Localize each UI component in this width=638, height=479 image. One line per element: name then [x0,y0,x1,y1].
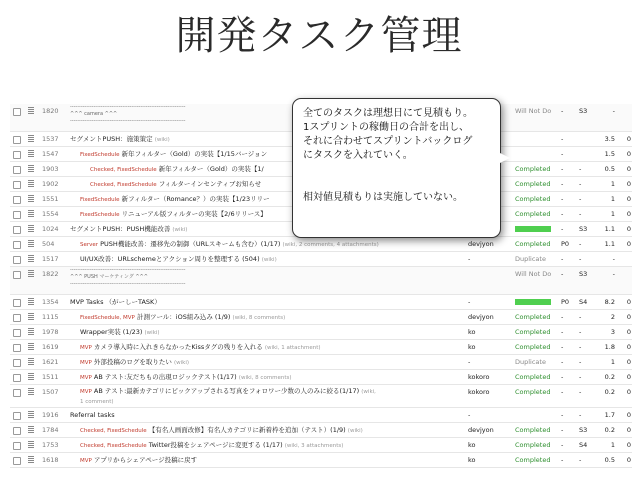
task-status[interactable]: Completed [515,441,551,449]
task-sprint [579,147,595,161]
task-sprint: - [579,255,582,263]
task-status[interactable] [515,222,565,236]
task-id[interactable]: 1115 [42,313,59,321]
task-estimate: 0.5 [604,165,615,173]
task-tags[interactable]: Server [80,242,99,248]
drag-handle-icon[interactable] [28,107,34,114]
task-id[interactable]: 1354 [42,298,59,306]
row-checkbox[interactable] [13,359,21,367]
task-actual: 0 [626,441,631,449]
task-id[interactable]: 1753 [42,441,59,449]
section-separator-row[interactable] [10,267,632,295]
callout-line: 1スプリントの稼働日の合計を出し、 [303,122,469,133]
task-sprint: - [579,165,582,173]
task-actual: 0 [626,328,631,336]
task-id[interactable]: 1618 [42,456,59,464]
task-meta: (wiki) [261,257,277,263]
task-status[interactable] [515,147,565,161]
task-subject-link[interactable]: 新年フィルター（Gold）の実装【1/15バージョン [121,150,268,158]
row-checkbox[interactable] [13,299,21,307]
drag-handle-icon[interactable] [28,328,34,335]
drag-handle-icon[interactable] [28,180,34,187]
row-checkbox[interactable] [13,151,21,159]
task-actual: 0 [626,426,631,434]
drag-handle-icon[interactable] [28,313,34,320]
task-estimate: 1.8 [604,343,615,351]
task-actual: 0 [626,135,631,143]
row-checkbox[interactable] [13,389,21,397]
task-subject-link[interactable]: 計測ツール：iOS組み込み (1/9) [136,313,231,321]
task-tags[interactable]: FixedSchedule, MVP [80,315,135,321]
task-actual: 0 [626,373,631,381]
task-actual: 0 [626,165,631,173]
drag-handle-icon[interactable] [28,411,34,418]
task-sprint: - [579,388,582,396]
callout-line: 全てのタスクは理想日にて見積もり。 [303,108,473,119]
task-estimate: 1 [610,210,615,218]
task-priority: - [561,343,564,351]
task-status[interactable]: Will Not Do [515,270,552,278]
task-priority: - [561,107,564,115]
task-tags[interactable]: Checked, FixedSchedule [90,167,157,173]
task-priority: - [561,426,564,434]
row-checkbox[interactable] [13,374,21,382]
task-status[interactable] [515,132,565,146]
task-status[interactable]: Completed [515,343,551,351]
task-priority: - [561,411,564,419]
row-checkbox[interactable] [13,256,21,264]
task-estimate: 0.2 [604,388,615,396]
table-row[interactable] [10,438,632,453]
table-row[interactable] [10,295,632,310]
task-id[interactable]: 1537 [42,135,59,143]
task-subject-link[interactable]: フィルターインセンティブお知らせ [158,180,262,188]
annotation-callout [292,98,501,238]
drag-handle-icon[interactable] [28,165,34,172]
task-sprint: S3 [579,426,588,434]
task-status[interactable]: Completed [515,456,551,464]
separator-text: ^^^ PUSH マーケティング ^^^ [70,274,148,280]
drag-handle-icon[interactable] [28,255,34,262]
task-priority: - [561,456,564,464]
task-sprint: S3 [579,225,588,233]
task-sprint: - [579,195,582,203]
task-priority: - [561,135,564,143]
task-priority: P0 [561,240,570,248]
task-sprint: - [579,358,582,366]
task-priority: - [561,225,564,233]
task-actual [619,104,631,118]
task-subject-link[interactable]: 外部投稿のログを取りたい [93,358,172,366]
task-estimate: 1 [610,180,615,188]
task-actual: 0 [626,456,631,464]
drag-handle-icon[interactable] [28,343,34,350]
task-sprint: - [579,240,582,248]
task-estimate: 8.2 [604,298,615,306]
task-assignee: - [468,411,471,419]
task-priority: - [561,270,564,278]
table-row[interactable] [10,453,632,468]
drag-handle-icon[interactable] [28,135,34,142]
task-tags[interactable]: MVP [80,375,92,381]
drag-handle-icon[interactable] [28,270,34,277]
task-actual: 0 [626,313,631,321]
task-status[interactable]: Completed [515,328,551,336]
task-sprint: - [579,180,582,188]
table-row[interactable] [10,325,632,340]
task-actual: 0 [626,195,631,203]
task-meta: (wiki, 8 comments) [238,375,292,381]
task-subject-link[interactable]: Referral tasks [70,411,115,419]
task-actual: 0 [626,240,631,248]
task-id[interactable]: 1024 [42,225,59,233]
task-status[interactable]: Will Not Do [515,107,552,115]
table-row[interactable] [10,237,632,252]
task-sprint: S3 [579,270,588,278]
task-sprint: - [579,411,582,419]
task-tags[interactable]: FixedSchedule [80,152,120,158]
drag-handle-icon[interactable] [28,240,34,247]
task-sprint: - [579,328,582,336]
task-id[interactable]: 1822 [42,270,59,278]
task-meta: (wiki) [173,360,190,366]
task-subject-link[interactable]: セグメントPUSH：PUSH機能改善 [70,225,171,233]
task-estimate: 0.5 [604,456,615,464]
task-subject-link[interactable]: UI/UX改善：URLschemeとアクション周りを整理する (504) [80,255,260,263]
task-assignee: - [468,358,471,366]
task-id[interactable]: 1903 [42,165,59,173]
row-checkbox[interactable] [13,442,21,450]
task-assignee: ko [468,456,476,464]
task-status[interactable]: Duplicate [515,358,546,366]
drag-handle-icon[interactable] [28,388,34,395]
separator-text: ^^^ camera ^^^ [70,111,118,117]
table-row[interactable] [10,310,632,325]
task-subject-link[interactable]: Twitter投稿をシェアページに変更する (1/17) [148,441,283,449]
task-priority: P0 [561,298,570,306]
task-estimate: 2 [610,313,615,321]
task-estimate: 3 [610,328,615,336]
task-status[interactable]: Completed [515,240,551,248]
task-estimate: 1 [610,195,615,203]
task-actual: 0 [626,225,631,233]
drag-handle-icon[interactable] [28,195,34,202]
task-estimate: 3.5 [604,135,615,143]
task-estimate: 1.1 [604,240,615,248]
task-assignee: ko [468,343,476,351]
row-checkbox[interactable] [13,329,21,337]
task-priority: - [561,255,564,263]
task-priority: - [561,441,564,449]
task-id[interactable]: 1517 [42,255,59,263]
task-subject-link[interactable]: カメラ導入時に入れきらなかったKissタグの残りを入れる [93,343,263,351]
task-tags[interactable]: MVP [80,389,92,395]
task-status[interactable]: Duplicate [515,255,546,263]
task-priority: - [561,195,564,203]
task-tags[interactable]: Checked, FixedSchedule [80,428,147,434]
task-estimate: 0.2 [604,373,615,381]
task-id[interactable]: 1916 [42,411,59,419]
task-id[interactable]: 504 [42,240,55,248]
task-priority: - [561,358,564,366]
task-status[interactable]: Completed [515,180,551,188]
task-subject-link[interactable]: セグメントPUSH：施策策定 [70,135,153,143]
task-priority: - [561,165,564,173]
task-subject-link[interactable]: PUSH機能改善：遷移先の制御（URLスキームも含む）(1/17) [100,240,281,248]
task-tags[interactable]: FixedSchedule [80,212,120,218]
task-tags[interactable]: MVP [80,345,92,351]
task-status[interactable]: Completed [515,373,551,381]
task-meta: (wiki) [144,330,160,336]
task-tags[interactable]: Checked, FixedSchedule [80,443,147,449]
task-sprint: - [579,313,582,321]
task-priority: - [561,328,564,336]
task-subject-link[interactable]: AB テスト:最新カテゴリにピックアップされる写真をフォロワー少数の人のみに絞る(1/17) [93,387,360,395]
row-checkbox[interactable] [13,196,21,204]
task-subject-link[interactable]: Wrapper実装 (1/23) [80,328,143,336]
task-id[interactable]: 1551 [42,195,59,203]
task-status[interactable]: Completed [515,426,551,434]
callout-line: にタスクを入れていく。 [303,150,413,161]
task-meta: (wiki, 1 comment) [80,389,376,405]
drag-handle-icon[interactable] [28,456,34,463]
table-row[interactable] [10,423,632,438]
task-priority: - [561,373,564,381]
task-estimate: 1.5 [604,150,615,158]
task-subject-link[interactable]: AB テスト:友だちもの出現ロジックテスト(1/17) [93,373,237,381]
task-sprint: - [579,456,582,464]
row-checkbox[interactable] [13,108,21,116]
drag-handle-icon[interactable] [28,225,34,232]
task-actual: 0 [626,210,631,218]
task-id[interactable]: 1547 [42,150,59,158]
task-estimate: 1.1 [604,225,615,233]
task-meta: (wiki) [347,428,363,434]
task-tags[interactable]: MVP [80,458,92,464]
task-estimate: 1 [610,441,615,449]
task-status[interactable]: Completed [515,210,551,218]
separator-text: ---------------------------------------------------------------- [70,104,186,110]
callout-pointer [498,152,510,164]
task-sprint: - [579,343,582,351]
task-tags[interactable]: FixedSchedule [80,197,120,203]
task-subject-link[interactable]: 新フィルター（Romance？）の実装【1/23リリー [121,195,270,203]
task-meta: (wiki, 8 comments) [232,315,286,321]
row-checkbox[interactable] [13,427,21,435]
table-row[interactable] [10,408,632,423]
task-tags[interactable]: MVP [80,360,92,366]
row-checkbox[interactable] [13,271,21,279]
table-row[interactable] [10,385,632,408]
task-actual: 0 [626,298,631,306]
task-status[interactable] [515,295,565,309]
task-actual [619,267,631,281]
task-status[interactable] [515,408,565,422]
drag-handle-icon[interactable] [28,298,34,305]
task-estimate: - [612,255,615,263]
drag-handle-icon[interactable] [28,358,34,365]
task-id[interactable]: 1507 [42,388,59,396]
task-status[interactable]: Completed [515,165,551,173]
row-checkbox[interactable] [13,412,21,420]
task-actual: 0 [626,411,631,419]
task-priority: - [561,388,564,396]
separator-text: ---------------------------------------------------------------- [70,267,186,273]
task-id[interactable]: 1784 [42,426,59,434]
task-meta: (wiki, 2 comments, 4 attachments) [282,242,379,248]
task-sprint: - [579,210,582,218]
task-priority: - [561,150,564,158]
task-subject-link[interactable]: 新年フィルター（Gold）の実装【1/ [158,165,264,173]
row-checkbox[interactable] [13,211,21,219]
task-id[interactable]: 1554 [42,210,59,218]
task-id[interactable]: 1902 [42,180,59,188]
task-sprint [579,132,595,146]
task-id[interactable]: 1621 [42,358,59,366]
task-sprint: S3 [579,107,588,115]
task-actual: 0 [626,180,631,188]
task-id[interactable]: 1978 [42,328,59,336]
task-status[interactable]: Completed [515,195,551,203]
row-checkbox[interactable] [13,136,21,144]
row-checkbox[interactable] [13,181,21,189]
task-id[interactable]: 1820 [42,107,59,115]
drag-handle-icon[interactable] [28,426,34,433]
drag-handle-icon[interactable] [28,150,34,157]
task-subject-link[interactable]: アプリからシェアページ投稿に戻す [93,456,198,464]
task-priority: - [561,210,564,218]
task-estimate: - [612,270,615,278]
task-assignee: devjyon [468,313,494,321]
task-estimate: 1.7 [604,411,615,419]
task-subject-link[interactable]: リニューアル版フィルターの実装【2/6リリース】 [121,210,267,218]
drag-handle-icon[interactable] [28,441,34,448]
task-actual: 0 [626,150,631,158]
task-assignee: kokoro [468,373,490,381]
task-sprint: S4 [579,298,588,306]
task-tags[interactable]: Checked, FixedSchedule [90,182,157,188]
task-meta: (wiki, 3 attachments) [284,443,344,449]
task-assignee: ko [468,328,476,336]
task-meta: (wiki) [154,137,170,143]
row-checkbox[interactable] [13,166,21,174]
table-row[interactable] [10,252,632,267]
task-status[interactable]: Completed [515,388,551,396]
task-id[interactable]: 1619 [42,343,59,351]
task-actual: 0 [626,343,631,351]
separator-text: ---------------------------------------------------------------- [70,118,186,124]
task-assignee: devjyon [468,240,494,248]
task-assignee: - [468,255,471,263]
task-actual: 0 [626,358,631,366]
task-assignee: ko [468,441,476,449]
task-priority: - [561,180,564,188]
task-subject-link[interactable]: 【有名人画面改修】有名人カテゴリに新着枠を追加（テスト）(1/9) [148,426,346,434]
separator-text: ---------------------------------------------------------------- [70,281,186,287]
table-row[interactable] [10,355,632,370]
task-subject-link[interactable]: MVP Tasks （がーしーTASK） [70,298,161,306]
task-status[interactable]: Completed [515,313,551,321]
task-actual: 0 [626,388,631,396]
task-assignee: devjyon [468,426,494,434]
task-sprint: S4 [579,441,588,449]
task-priority: - [561,313,564,321]
task-estimate: - [612,107,615,115]
task-meta: (wiki) [172,227,188,233]
task-assignee: - [468,298,471,306]
task-estimate: 0.2 [604,426,615,434]
callout-line: 相対値見積もりは実施していない。 [303,192,463,203]
drag-handle-icon[interactable] [28,373,34,380]
row-checkbox[interactable] [13,344,21,352]
row-checkbox[interactable] [13,241,21,249]
row-checkbox[interactable] [13,314,21,322]
drag-handle-icon[interactable] [28,210,34,217]
slide-title: 開発タスク管理 [175,13,463,59]
task-id[interactable]: 1511 [42,373,59,381]
table-row[interactable] [10,340,632,355]
task-estimate: 1 [610,358,615,366]
task-assignee: kokoro [468,388,490,396]
row-checkbox[interactable] [13,457,21,465]
callout-line: それに合わせてスプリントバックログ [303,136,473,147]
row-checkbox[interactable] [13,226,21,234]
task-actual [619,252,631,266]
table-row[interactable] [10,370,632,385]
task-meta: (wiki, 1 attachment) [264,345,321,351]
task-sprint: - [579,373,582,381]
